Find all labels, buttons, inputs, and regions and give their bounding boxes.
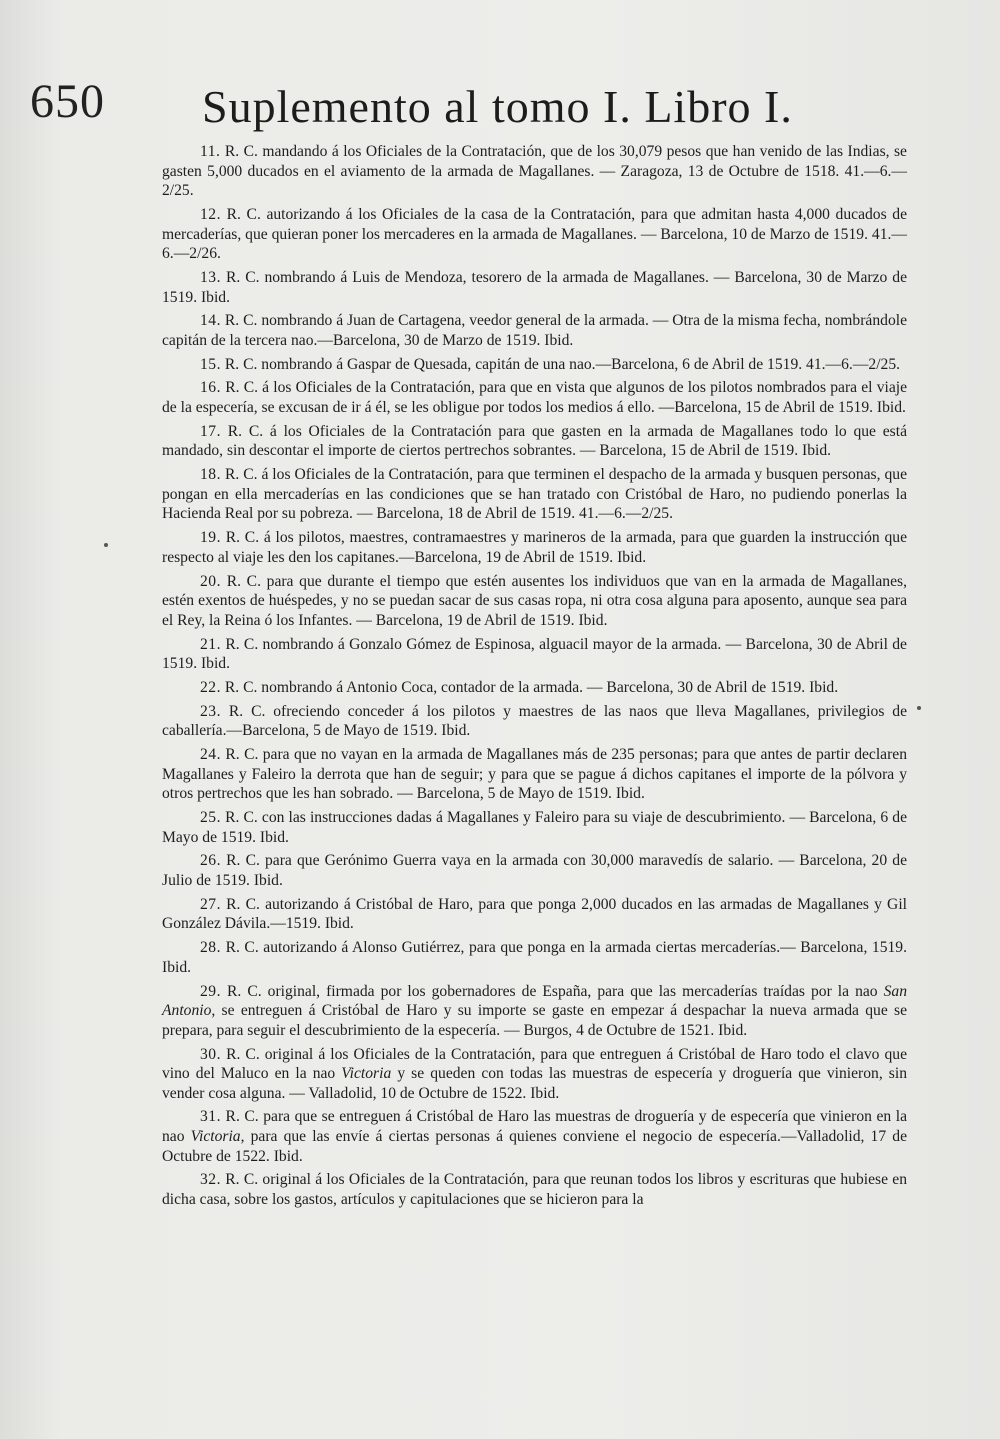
entry-23 bbox=[162, 702, 907, 741]
entry-text: R. C. nombrando á Gaspar de Quesada, capitán de una nao.—Barcelona, 6 de Abril de 1519. 41.—6.—2/25. bbox=[224, 355, 901, 373]
entry-21 bbox=[162, 635, 907, 674]
entry-31 bbox=[162, 1107, 907, 1166]
entry-number: 11. bbox=[200, 143, 221, 160]
entry-list bbox=[162, 142, 907, 1214]
entry-30 bbox=[162, 1045, 907, 1104]
entry-text: R. C. nombrando á Antonio Coca, contador de la armada. — Barcelona, 30 de Abril de 1519. Ibid. bbox=[224, 678, 839, 696]
entry-number: 22. bbox=[200, 678, 221, 696]
entry-text: R. C. nombrando á Luis de Mendoza, tesorero de la armada de Magallanes. — Barcelona, 30 de Marzo de 1519. Ibid. bbox=[162, 268, 907, 306]
entry-13 bbox=[162, 268, 907, 307]
entry-29 bbox=[162, 982, 907, 1041]
entry-text: R. C. nombrando á Juan de Cartagena, veedor general de la armada. — Otra de la misma fecha, nombrándole capitán de la tercera nao.—Barcelona, 30 de Marzo de 1519. Ibid. bbox=[162, 312, 907, 349]
entry-text: R. C. para que se entreguen á Cristóbal de Haro las muestras de droguería y de especería que vinieron en la nao bbox=[162, 1108, 907, 1146]
entry-24 bbox=[162, 745, 907, 804]
entry-number: 18. bbox=[200, 466, 221, 484]
entry-number: 17. bbox=[200, 422, 221, 440]
entry-number: 25. bbox=[200, 809, 221, 827]
ship-name: San Antonio bbox=[162, 982, 908, 1020]
entry-text: R. C. autorizando á Cristóbal de Haro, para que ponga 2,000 ducados en las armadas de Magallanes y Gil González Dávila.—1519. Ibid. bbox=[162, 895, 907, 933]
entry-27 bbox=[162, 895, 907, 934]
entry-number: 14. bbox=[200, 312, 221, 330]
entry-text: R. C. mandando á los Oficiales de la Contratación, que de los 30,079 pesos que han venido de las Indias, se gasten 5,000 ducados en el aviamento de la armada de Magallanes. — Zaragoza, 13 de Octubre de 1518. 41.—6.—2/25. bbox=[162, 143, 907, 200]
entry-text: R. C. para que Gerónimo Guerra vaya en la armada con 30,000 maravedís de salario. — Barcelona, 20 de Julio de 1519. Ibid. bbox=[162, 852, 907, 889]
entry-text: R. C. ofreciendo conceder á los pilotos y maestres de las naos que lleva Magallanes, privilegios de caballería.—Barcelona, 5 de Mayo de 1519. Ibid. bbox=[162, 702, 907, 740]
entry-17 bbox=[162, 422, 907, 461]
ship-name: Victoria bbox=[341, 1065, 392, 1083]
entry-text: R. C. original á los Oficiales de la Contratación, para que entreguen á Cristóbal de Haro todo el clavo que vino del Maluco en la nao bbox=[162, 1045, 907, 1083]
entry-text: R. C. original, firmada por los gobernadores de España, para que las mercaderías traídas por la nao bbox=[227, 982, 884, 1000]
ship-name: Victoria bbox=[190, 1128, 241, 1146]
entry-number: 31. bbox=[200, 1108, 221, 1126]
entry-text: R. C. con las instrucciones dadas á Magallanes y Faleiro para su viaje de descubrimiento. — Barcelona, 6 de Mayo de 1519. Ibid. bbox=[162, 809, 907, 846]
entry-number: 29. bbox=[200, 982, 221, 1000]
page-number: 650 bbox=[30, 75, 105, 128]
entry-15 bbox=[162, 355, 907, 375]
entry-text: , para que las envíe á ciertas personas á quienes conviene el negocio de especería.—Valladolid, 17 de Octubre de 1522. Ibid. bbox=[162, 1128, 907, 1165]
entry-16 bbox=[162, 378, 907, 417]
entry-20 bbox=[162, 572, 907, 631]
entry-text: R. C. autorizando á Alonso Gutiérrez, para que ponga en la armada ciertas mercaderías.— Barcelona, 1519. Ibid. bbox=[162, 939, 907, 976]
entry-text: R. C. para que durante el tiempo que estén ausentes los individuos que van en la armada de Magallanes, estén exentos de huéspedes, y no se puedan sacar de sus casas ropa, ni otra cosa alguna para aposento, aunque sea para el Rey, la Reina ó los Infantes. — Barcelona, 19 de Abril de 1519. Ibid. bbox=[162, 572, 907, 629]
entry-14 bbox=[162, 311, 907, 350]
entry-text: R. C. á los Oficiales de la Contratación para que gasten en la armada de Magallanes todo lo que está mandado, sin descontar el importe de ciertos pertrechos sobrantes. — Barcelona, 15 de Abril de 1519. Ibid. bbox=[162, 422, 907, 460]
entry-text: R. C. á los pilotos, maestres, contramaestres y marineros de la armada, para que guarden la instrucción que respecto al viaje les den los capitanes.—Barcelona, 19 de Abril de 1519. Ibid. bbox=[162, 529, 907, 566]
entry-text: y se queden con todas las muestras de especería y droguería que vinieron, sin vender cosa alguna. — Valladolid, 10 de Octubre de 1522. Ibid. bbox=[162, 1065, 907, 1102]
entry-number: 19. bbox=[200, 529, 221, 547]
entry-number: 27. bbox=[200, 895, 221, 913]
entry-number: 23. bbox=[200, 702, 221, 720]
running-title: Suplemento al tomo I. Libro I. bbox=[202, 81, 793, 132]
entry-25 bbox=[162, 808, 907, 847]
entry-number: 30. bbox=[200, 1045, 221, 1063]
entry-number: 21. bbox=[200, 635, 221, 653]
entry-number: 24. bbox=[200, 746, 221, 764]
entry-11 bbox=[162, 142, 907, 201]
entry-text: R. C. nombrando á Gonzalo Gómez de Espinosa, alguacil mayor de la armada. — Barcelona, 30 de Abril de 1519. Ibid. bbox=[162, 635, 907, 673]
entry-number: 26. bbox=[200, 852, 221, 870]
entry-text: R. C. para que no vayan en la armada de Magallanes más de 235 personas; para que antes de partir declaren Magallanes y Faleiro la derrota que han de seguir; y para que se pague á dichos capitanes el importe de la pólvora y otros pertrechos que les han sobrado. — Barcelona, 5 de Mayo de 1519. Ibid. bbox=[162, 746, 907, 803]
page-header bbox=[30, 74, 970, 144]
entry-number: 13. bbox=[200, 268, 221, 286]
entry-text: R. C. á los Oficiales de la Contratación, para que terminen el despacho de la armada y busquen personas, que pongan en ella mercaderías en las condiciones que se han tratado con Cristóbal de Haro, no pudiendo ponerlas la Hacienda Real por su pobreza. — Barcelona, 18 de Abril de 1519. 41.—6.—2/25. bbox=[162, 466, 907, 523]
entry-number: 16. bbox=[200, 379, 221, 397]
entry-number: 32. bbox=[200, 1171, 221, 1189]
entry-number: 15. bbox=[200, 355, 221, 373]
ink-speck bbox=[104, 543, 108, 547]
entry-19 bbox=[162, 528, 907, 567]
entry-text: R. C. á los Oficiales de la Contratación, para que en vista que algunos de los pilotos nombrados para el viaje de la especería, se excusan de ir á él, se les obligue por todos los medios á ello. —Barcelona, 15 de Abril de 1519. Ibid. bbox=[162, 379, 908, 417]
entry-12 bbox=[162, 205, 907, 264]
entry-number: 28. bbox=[200, 939, 221, 957]
entry-number: 20. bbox=[200, 572, 221, 590]
entry-text: R. C. original á los Oficiales de la Contratación, para que reunan todos los libros y escrituras que hubiese en dicha casa, sobre los gastos, artículos y capitulaciones que se hicieron para la bbox=[162, 1171, 907, 1209]
entry-32 bbox=[162, 1170, 907, 1209]
entry-text: R. C. autorizando á los Oficiales de la casa de la Contratación, para que admitan hasta 4,000 ducados de mercaderías, que quieran poner los mercaderes en la armada de Magallanes. — Barcelona, 10 de Marzo de 1519. 41.—6.—2/26. bbox=[162, 205, 907, 263]
entry-18 bbox=[162, 465, 907, 524]
entry-28 bbox=[162, 938, 907, 977]
entry-number: 12. bbox=[200, 205, 221, 223]
ink-speck bbox=[917, 706, 921, 710]
entry-26 bbox=[162, 851, 907, 890]
entry-22 bbox=[162, 678, 907, 698]
entry-text: , se entreguen á Cristóbal de Haro y su importe se gaste en empezar á despachar la nueva armada que se prepara, para seguir el descubrimiento de la especería. — Burgos, 4 de Octubre de 1521. Ibid. bbox=[162, 1002, 907, 1039]
